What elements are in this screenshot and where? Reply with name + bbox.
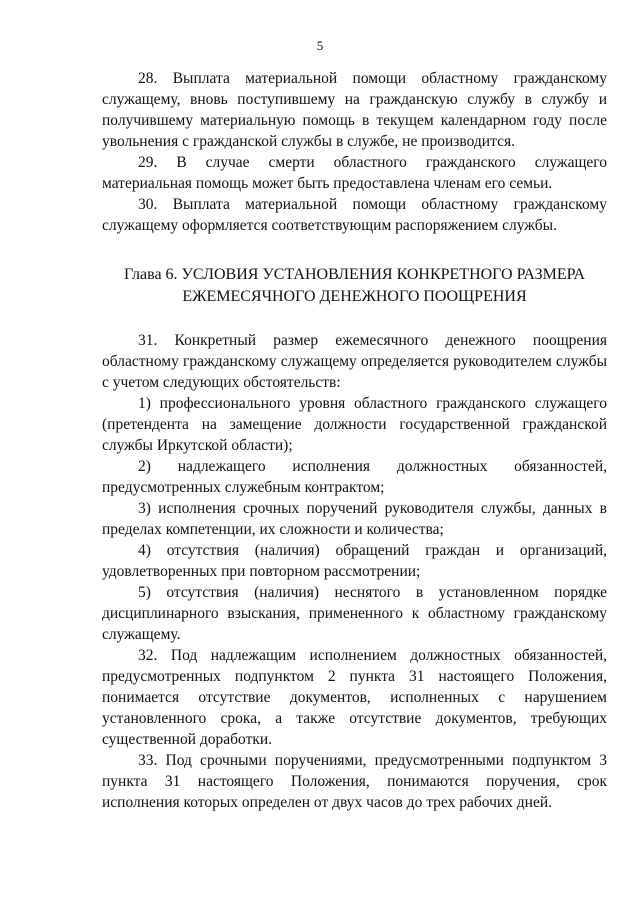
paragraph-30: 30. Выплата материальной помощи областному гражданскому служащему оформляется соответствующим распоряжением службы. [102, 196, 607, 234]
paragraph-32: 32. Под надлежащим исполнением должностных обязанностей, предусмотренных подпунктом 2 пункта 31 настоящего Положения, понимается отсутствие документов, исполненных с нарушением установленного срока, а также отсутствие документов, требующих существенной доработки. [102, 647, 607, 748]
paragraph-29: 29. В случае смерти областного гражданского служащего материальная помощь может быть предоставлена членам его семьи. [102, 154, 607, 192]
page-number: 5 [316, 38, 324, 53]
paragraph-28: 28. Выплата материальной помощи областному гражданскому служащему, вновь поступившему на гражданскую службу в службу и получившему материальную помощь в текущем календарном году после увольнения с гражданской службы в службе, не производится. [102, 70, 607, 150]
paragraph-31-item-5: 5) отсутствия (наличия) неснятого в установленном порядке дисциплинарного взыскания, примененного к областному гражданскому служащему. [102, 584, 607, 643]
paragraph-31: 31. Конкретный размер ежемесячного денежного поощрения областному гражданскому служащему определяется руководителем службы с учетом следующих обстоятельств: [102, 332, 607, 391]
chapter-heading-line-2: ЕЖЕМЕСЯЧНОГО ДЕНЕЖНОГО ПООЩРЕНИЯ [182, 288, 527, 305]
paragraph-31-item-4: 4) отсутствия (наличия) обращений граждан и организаций, удовлетворенных при повторном рассмотрении; [102, 542, 607, 580]
chapter-heading [102, 264, 607, 308]
paragraph-33: 33. Под срочными поручениями, предусмотренными подпунктом 3 пункта 31 настоящего Положения, понимаются поручения, срок исполнения которых определен от двух часов до трех рабочих дней. [102, 752, 607, 811]
paragraph-31-item-3: 3) исполнения срочных поручений руководителя службы, данных в пределах компетенции, их сложности и количества; [102, 500, 607, 538]
paragraph-31-item-2: 2) надлежащего исполнения должностных обязанностей, предусмотренных служебным контрактом; [102, 458, 607, 496]
paragraph-31-item-1: 1) профессионального уровня областного гражданского служащего (претендента на замещение должности государственной гражданской службы Иркутской области); [102, 395, 607, 454]
chapter-heading-line-1: Глава 6. УСЛОВИЯ УСТАНОВЛЕНИЯ КОНКРЕТНОГО РАЗМЕРА [123, 266, 586, 283]
document-body [102, 68, 607, 813]
